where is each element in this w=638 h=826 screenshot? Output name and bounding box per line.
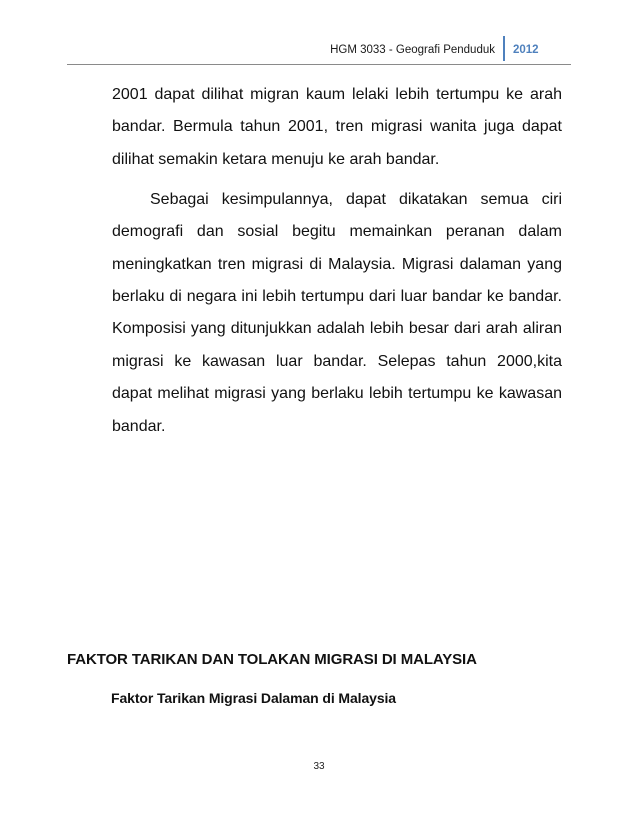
page-number: 33 bbox=[313, 761, 325, 772]
paragraph-2: Sebagai kesimpulannya, dapat dikatakan semua ciri demografi dan sosial begitu memainkan peranan dalam meningkatkan tren migrasi di Malaysia. Migrasi dalaman yang berlaku di negara ini lebih tertumpu dari luar bandar ke bandar. Komposisi yang ditunjukkan adalah lebih besar dari arah aliran migrasi ke kawasan luar bandar. Selepas tahun 2000,kita dapat melihat migrasi yang berlaku lebih tertumpu ke kawasan bandar. bbox=[112, 190, 562, 435]
header-rule bbox=[67, 64, 571, 65]
paragraph-1: 2001 dapat dilihat migran kaum lelaki lebih tertumpu ke arah bandar. Bermula tahun 2001, tren migrasi wanita juga dapat dilihat semakin ketara menuju ke arah bandar. bbox=[112, 86, 562, 168]
body-text bbox=[112, 79, 562, 443]
header-year: 2012 bbox=[513, 44, 539, 56]
subsection-heading: Faktor Tarikan Migrasi Dalaman di Malaysia bbox=[111, 690, 396, 706]
section-heading: FAKTOR TARIKAN DAN TOLAKAN MIGRASI DI MALAYSIA bbox=[67, 651, 477, 668]
header-title: HGM 3033 - Geografi Penduduk bbox=[330, 44, 495, 56]
header-divider bbox=[503, 36, 505, 61]
page-header bbox=[0, 34, 638, 64]
